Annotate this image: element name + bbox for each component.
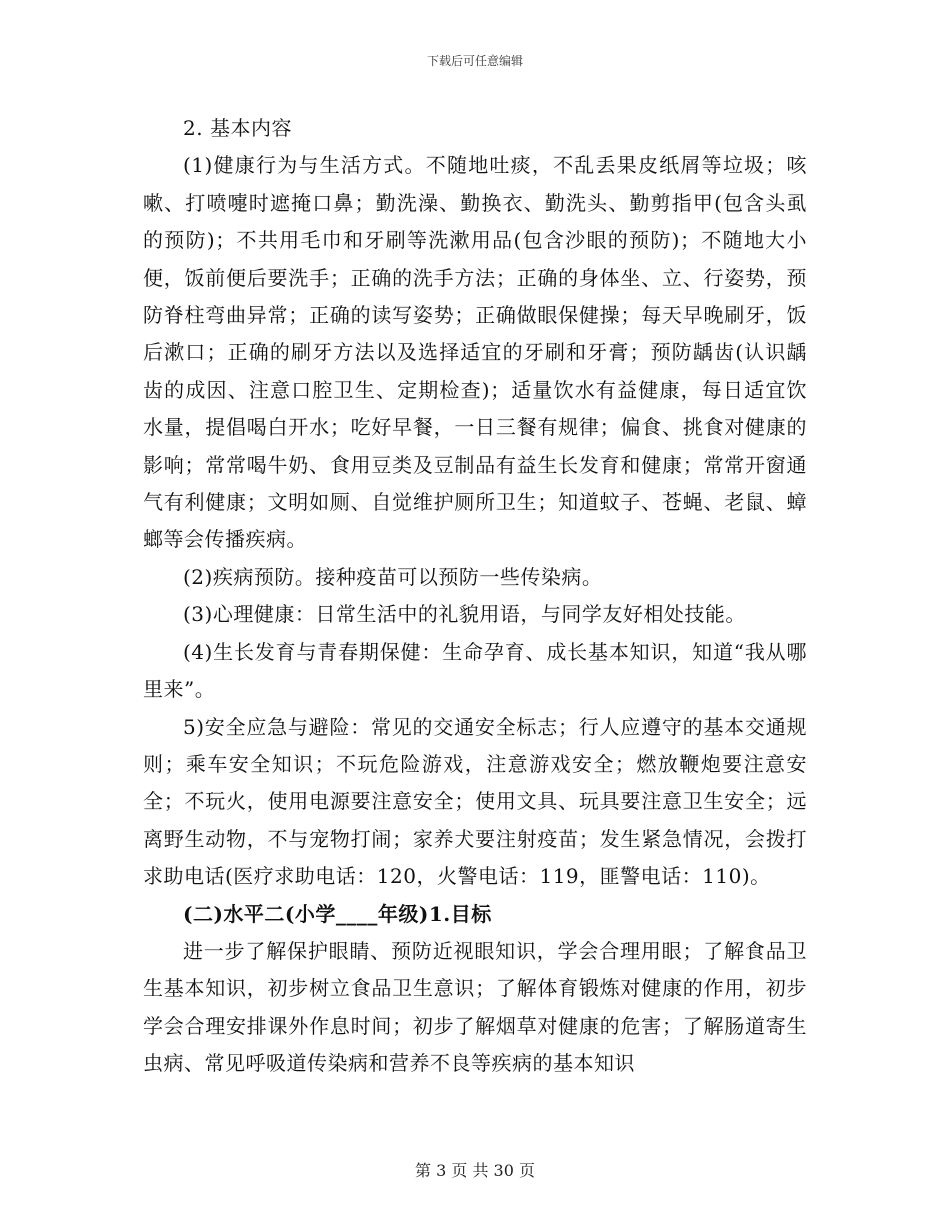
paragraph-growth-development: (4)生长发育与青春期保健：生命孕育、成长基本知识，知道“我从哪里来”。 xyxy=(143,639,807,702)
paragraph-mental-health: (3)心理健康：日常生活中的礼貌用语，与同学友好相处技能。 xyxy=(183,602,746,627)
document-body xyxy=(143,110,807,1083)
paragraph-level-two-goals: 进一步了解保护眼睛、预防近视眼知识，学会合理用眼；了解食品卫生基本知识，初步树立食品卫生意识；了解体育锻炼对健康的作用，初步学会合理安排课外作息时间；初步了解烟草对健康的危害；了解肠道寄生虫病、常见呼吸道传染病和营养不良等疾病的基本知识 xyxy=(143,938,807,1076)
paragraph-disease-prevention: (2)疾病预防。接种疫苗可以预防一些传染病。 xyxy=(183,564,603,589)
paragraph-safety: 5)安全应急与避险：常见的交通安全标志；行人应遵守的基本交通规则；乘车安全知识；不玩危险游戏，注意游戏安全；燃放鞭炮要注意安全；不玩火，使用电源要注意安全；使用文具、玩具要注意卫生安全；远离野生动物，不与宠物打闹；家养犬要注射疫苗；发生紧急情况，会拨打求助电话(医疗求助电话：120，火警电话：119，匪警电话：110)。 xyxy=(143,714,807,889)
page-footer: 第 3 页 共 30 页 xyxy=(415,1161,535,1180)
paragraph-health-behavior: (1)健康行为与生活方式。不随地吐痰，不乱丢果皮纸屑等垃圾；咳嗽、打喷嚏时遮掩口鼻；勤洗澡、勤换衣、勤洗头、勤剪指甲(包含头虱的预防)；不共用毛巾和牙刷等洗漱用品(包含沙眼的预防)；不随地大小便，饭前便后要洗手；正确的洗手方法；正确的身体坐、立、行姿势，预防脊柱弯曲异常；正确的读写姿势；正确做眼保健操；每天早晚刷牙，饭后漱口；正确的刷牙方法以及选择适宜的牙刷和牙膏；预防龋齿(认识龋齿的成因、注意口腔卫生、定期检查)；适量饮水有益健康，每日适宜饮水量，提倡喝白开水；吃好早餐，一日三餐有规律；偏食、挑食对健康的影响；常常喝牛奶、食用豆类及豆制品有益生长发育和健康；常常开窗通气有利健康；文明如厕、自觉维护厕所卫生；知道蚊子、苍蝇、老鼠、蟑螂等会传播疾病。 xyxy=(143,153,807,552)
section-heading-level-two: (二)水平二(小学____年级)1.目标 xyxy=(183,901,492,926)
section-heading-basic-content: 2. 基本内容 xyxy=(183,116,292,140)
page-header: 下载后可任意编辑 xyxy=(426,54,523,68)
